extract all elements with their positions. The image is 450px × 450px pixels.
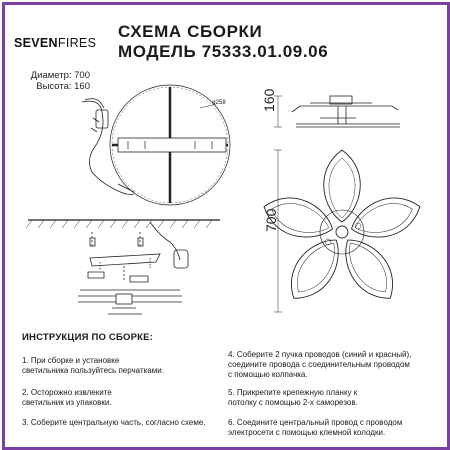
plate-diameter-label: ø258 xyxy=(212,100,226,106)
logo-thin-text: FIRES xyxy=(57,36,97,50)
title-line-2: МОДЕЛЬ 75333.01.09.06 xyxy=(118,42,329,61)
instruction-step-4 xyxy=(228,350,411,380)
step-2-line-1: 2. Осторожно извлеките xyxy=(22,388,112,397)
step-5-line-1: 5. Прикрепите крепежную планку к xyxy=(228,388,358,397)
step-1-line-1: 1. При сборке и установке xyxy=(22,356,120,365)
height-text: Высота: 160 xyxy=(36,81,90,92)
step-6-line-1: 6. Соедините центральный провод с проводом xyxy=(228,418,403,427)
step-3-line-1: 3. Соберите центральную часть, согласно схеме. xyxy=(22,418,206,427)
instruction-step-2 xyxy=(22,388,112,408)
instruction-step-6 xyxy=(228,418,402,438)
step-4-line-2: соедините провода с соединительным проводом xyxy=(228,360,410,369)
instruction-step-3 xyxy=(22,418,206,428)
step-5-line-2: потолку с помощью 2-х саморезов. xyxy=(228,398,358,407)
instructions-heading: ИНСТРУКЦИЯ ПО СБОРКЕ: xyxy=(22,332,154,343)
step-4-line-3: с помощью колпачка. xyxy=(228,370,308,379)
step-2-line-2: светильник из упаковки. xyxy=(22,398,112,407)
step-4-line-1: 4. Соберите 2 пучка проводов (синий и красный), xyxy=(228,350,412,359)
diameter-text: Диаметр: 700 xyxy=(30,70,90,81)
step-6-line-2: электросети с помощью клемной колодки. xyxy=(228,428,386,437)
side-height-label: 160 xyxy=(261,88,277,112)
instruction-step-1 xyxy=(22,356,164,376)
flower-top-view-drawing xyxy=(258,150,425,309)
instruction-step-5 xyxy=(228,388,358,408)
title-line-1: СХЕМА СБОРКИ xyxy=(118,22,263,41)
flower-width-label: 700 xyxy=(263,208,279,232)
step-1-line-2: светильника пользуйтесь перчатками. xyxy=(22,366,164,375)
side-view-drawing xyxy=(274,96,400,127)
logo-bold-text: SEVEN xyxy=(14,36,58,50)
ceiling-mount-drawing xyxy=(26,220,220,314)
